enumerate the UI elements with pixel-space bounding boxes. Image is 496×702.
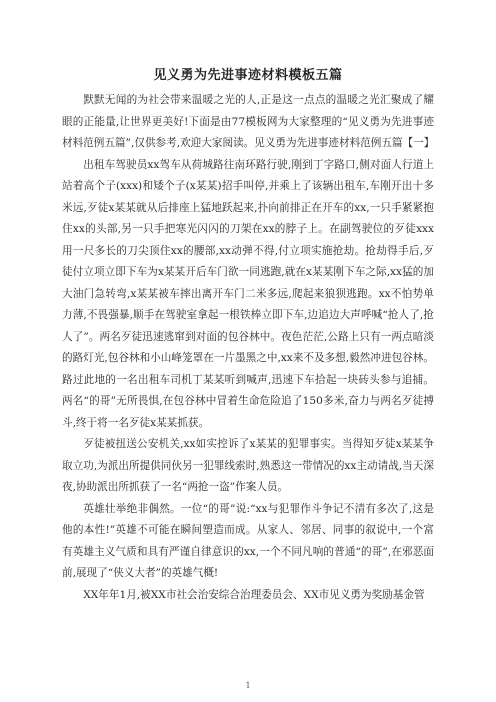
document-body [62,90,434,606]
paragraph-intro: 默默无闻的为社会带来温暖之光的人,正是这一点点的温暖之光汇聚成了耀眼的正能量,让世界更美好!下面是由77模板网为大家整理的“见义勇为先进事迹材料范例五篇”,仅供参考,欢迎大家阅读。见义勇为先进事迹材料范例五篇【一】 [62,94,435,149]
paragraph-hero: 英雄壮举绝非偶然。一位“的哥”说:“xx与犯罪作斗争记不清有多次了,这是他的本性!”英雄不可能在瞬间塑造而成。从家人、邻居、同事的叙说中,一个富有英雄主义气质和具有严谨自律意识的xx,一个不同凡响的普通“的哥”,在邪恶面前,展现了“侠义大者”的英雄气概! [62,502,434,579]
paragraph-police: 歹徒被扭送公安机关,xx如实控诉了x某某的犯罪事实。当得知歹徒x某某争取立功,为派出所提供同伙另一犯罪线索时,熟悉这一带情况的xx主动请战,当天深夜,协助派出所抓获了一名“两抢一盗”作案人员。 [62,438,434,493]
page-number: 1 [245,681,251,690]
paragraph-story: 出租车驾驶员xx驾车从荷城路往南环路行驶,刚到丁字路口,侧对面人行道上站着高个子(xxx)和矮个子(x某某)招手叫停,并乘上了该辆出租车,车刚开出十多米远,歹徒x某某就从后排座上猛地跃起来,扑向前排正在开车的xx,一只手紧紧抱住xx的头部,另一只手把寒光闪闪的刀架在xx的脖子上。在副驾驶位的歹徒xxx用一尺多长的刀尖顶住xx的腰部,xx动弹不得,付立项实施抢劫。抢劫得手后,歹徒付立项立即下车为x某某开后车门欲一同逃跑,就在x某某刚下车之际,xx猛的加大油门急转弯,x某某被车摔出离开车门二米多远,爬起来狼狈逃跑。xx不怕势单力薄,不畏强暴,顺手在驾驶室拿起一根铁棒立即下车,边追边大声呼喊“抢人了,抢人了”。两名歹徒迅速逃窜到对面的包谷林中。夜色茫茫,公路上只有一两点暗淡的路灯光,包谷林和小山峰笼罩在一片墨黑之中,xx来不及多想,毅然冲进包谷林。路过此地的一名出租车司机丁某某听到喊声,迅速下车拾起一块砖头参与追捕。两名“的哥”无所畏惧,在包谷林中冒着生命危险追了150多米,奋力与两名歹徒搏斗,终于将一名歹徒x某某抓获。 [62,158,434,429]
document-title: 见义勇为先进事迹材料模板五篇 [153,68,343,83]
paragraph-award: XX年年1月,被XX市社会治安综合治理委员会、XX市见义勇为奖励基金管 [83,588,425,601]
